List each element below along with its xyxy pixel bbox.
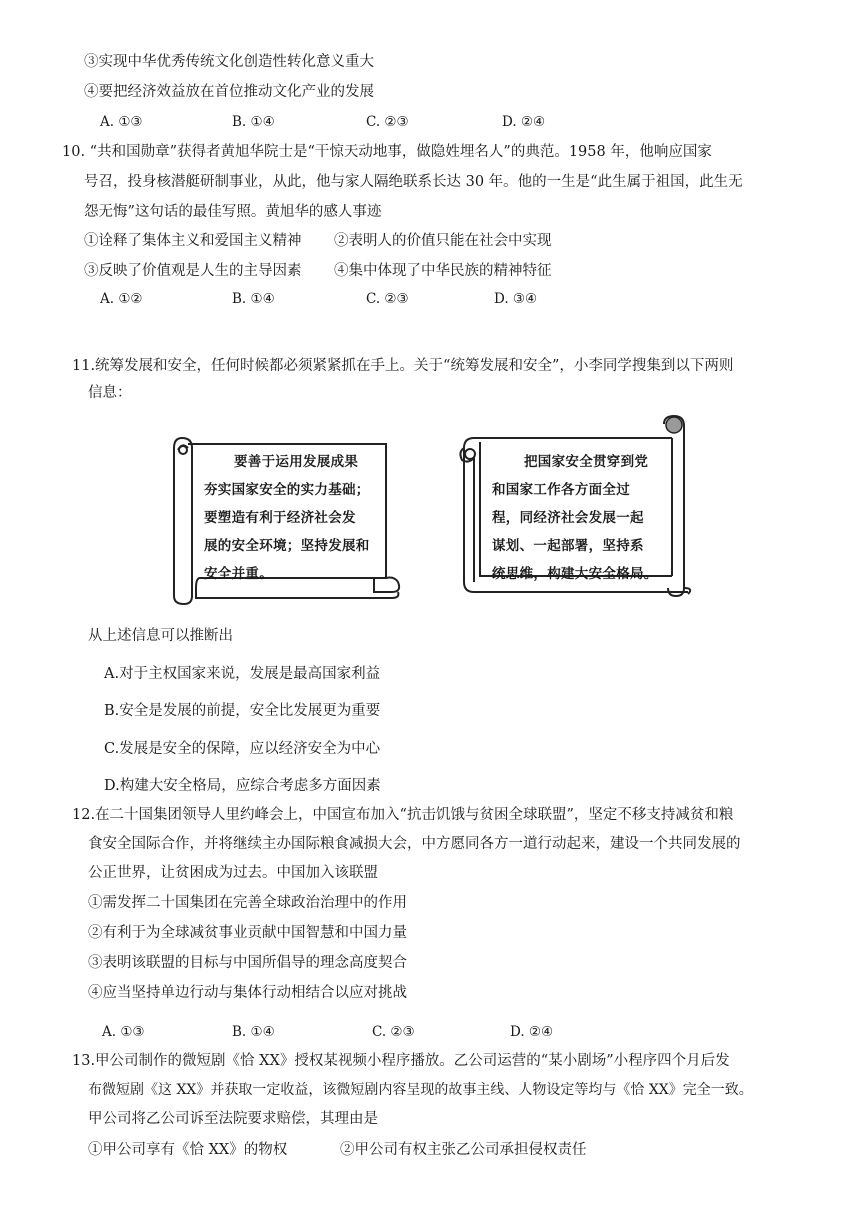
q12-item-3: ③表明该联盟的目标与中国所倡导的理念高度契合	[88, 955, 407, 971]
q10-stem-line-1: 10. “共和国勋章”获得者黄旭华院士是“干惊天动地事，做隐姓埋名人”的典范。1958 年，他响应国家	[62, 144, 712, 160]
q11-option-c: C.发展是安全的保障，应以经济安全为中心	[104, 741, 381, 757]
scroll-left-line-3: 要塑造有利于经济社会发	[204, 510, 356, 526]
q13-stem-line-1: 13.甲公司制作的微短剧《恰 XX》授权某视频小程序播放。乙公司运营的“某小剧场”小程序四个月后发	[72, 1053, 730, 1069]
scroll-left-line-1: 要善于运用发展成果	[234, 454, 359, 470]
q9-option-d: D. ②④	[502, 114, 546, 130]
q9-item-3: ③实现中华优秀传统文化创造性转化意义重大	[84, 54, 374, 70]
q13-item-2: ②甲公司有权主张乙公司承担侵权责任	[340, 1142, 587, 1158]
q9-item-4: ④要把经济效益放在首位推动文化产业的发展	[84, 84, 374, 100]
q10-option-b: B. ①④	[232, 291, 275, 307]
q12-item-2: ②有利于为全球减贫事业贡献中国智慧和中国力量	[88, 925, 407, 941]
q13-stem-line-3: 甲公司将乙公司诉至法院要求赔偿，其理由是	[88, 1111, 378, 1127]
q9-option-a: A. ①③	[100, 114, 143, 130]
q13-stem-line-2: 布微短剧《这 XX》并获取一定收益，该微短剧内容呈现的故事主线、人物设定等均与《恰 XX》完全一致。	[88, 1082, 753, 1098]
q12-stem-line-1: 12.在二十国集团领导人里约峰会上，中国宣布加入“抗击饥饿与贫困全球联盟”，坚定不移支持减贫和粮	[72, 807, 734, 823]
q10-option-d: D. ③④	[494, 291, 538, 307]
q10-item-3: ③反映了价值观是人生的主导因素	[84, 263, 302, 279]
q12-option-a: A. ①③	[102, 1024, 145, 1040]
q10-stem-line-3: 怨无悔”这句话的最佳写照。黄旭华的感人事迹	[84, 204, 382, 220]
q12-item-4: ④应当坚持单边行动与集体行动相结合以应对挑战	[88, 985, 407, 1001]
scroll-right-line-5: 统思维，构建大安全格局。	[492, 566, 658, 582]
q11-stem-line-1: 11.统筹发展和安全，任何时候都必须紧紧抓在手上。关于“统筹发展和安全”，小李同学搜集到以下两则	[72, 358, 734, 374]
q11-option-b: B.安全是发展的前提，安全比发展更为重要	[104, 703, 381, 719]
q11-option-a: A.对于主权国家来说，发展是最高国家利益	[104, 666, 381, 682]
q12-option-d: D. ②④	[510, 1024, 554, 1040]
scroll-right-line-1: 把国家安全贯穿到党	[524, 454, 649, 470]
q12-option-c: C. ②③	[372, 1024, 415, 1040]
scroll-left-line-5: 安全并重。	[204, 566, 273, 582]
q11-lead: 从上述信息可以推断出	[88, 628, 233, 644]
q12-item-1: ①需发挥二十国集团在完善全球政治治理中的作用	[88, 895, 407, 911]
q12-stem-line-3: 公正世界，让贫困成为过去。中国加入该联盟	[88, 865, 378, 881]
q13-item-1: ①甲公司享有《恰 XX》的物权	[88, 1142, 288, 1158]
q12-stem-line-2: 食安全国际合作，并将继续主办国际粮食减损大会，中方愿同各方一道行动起来，建设一个共同发展的	[88, 836, 741, 852]
q10-item-2: ②表明人的价值只能在社会中实现	[334, 233, 552, 249]
q10-option-c: C. ②③	[366, 291, 409, 307]
scroll-left-line-2: 夯实国家安全的实力基础；	[204, 482, 370, 498]
q11-option-d: D.构建大安全格局，应综合考虑多方面因素	[104, 778, 381, 794]
q10-item-1: ①诠释了集体主义和爱国主义精神	[84, 233, 302, 249]
q11-stem-line-2: 信息：	[88, 385, 132, 401]
scroll-right-line-4: 谋划、一起部署，坚持系	[492, 538, 644, 554]
scroll-left-line-4: 展的安全环境；坚持发展和	[204, 538, 370, 554]
q12-option-b: B. ①④	[232, 1024, 275, 1040]
q10-item-4: ④集中体现了中华民族的精神特征	[334, 263, 552, 279]
scroll-right-line-2: 和国家工作各方面全过	[492, 482, 630, 498]
scroll-right-text	[492, 448, 692, 588]
scroll-right-line-3: 程，同经济社会发展一起	[492, 510, 644, 526]
q9-option-b: B. ①④	[232, 114, 275, 130]
q10-option-a: A. ①②	[100, 291, 143, 307]
scroll-left-text	[204, 448, 404, 588]
q10-stem-line-2: 号召，投身核潜艇研制事业，从此，他与家人隔绝联系长达 30 年。他的一生是“此生属于祖国，此生无	[84, 174, 743, 190]
q9-option-c: C. ②③	[366, 114, 409, 130]
